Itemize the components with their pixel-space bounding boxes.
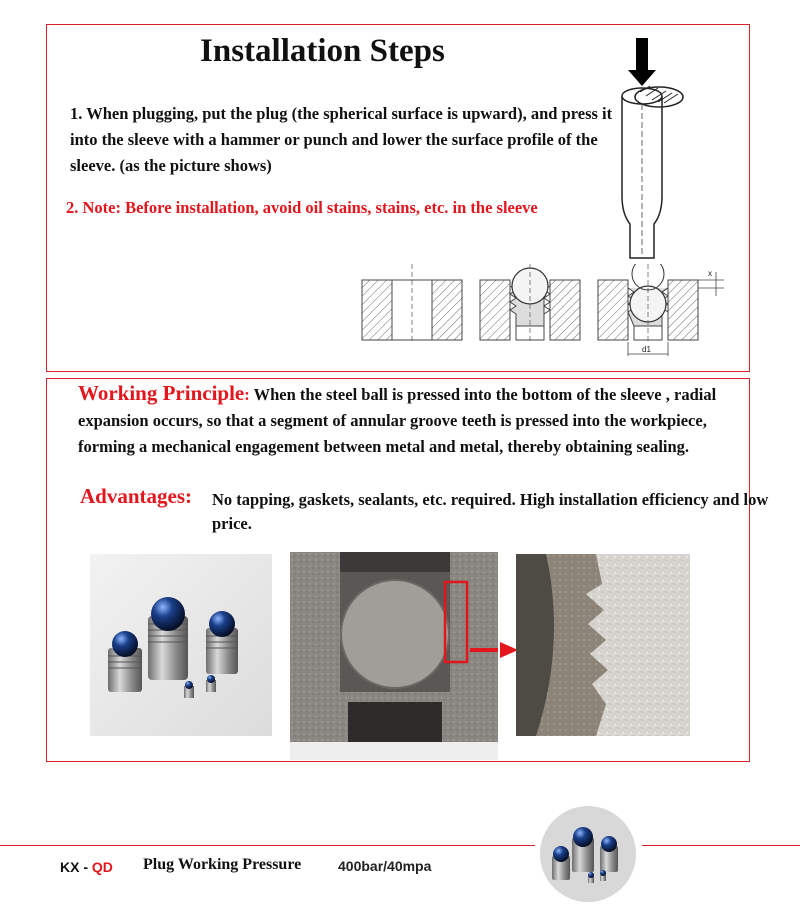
working-principle-body: When the steel ball is pressed into the bottom of the sleeve , radial expansion occurs, so that a segment of annular groove teeth is pressed into the workpiece, forming a mechanical engagement between metal and metal, thereby obtaining sealing.: [78, 385, 717, 456]
installation-title: Installation Steps: [200, 33, 445, 69]
working-principle-heading: Working Principle: [78, 381, 245, 405]
footer-pressure-value: 400bar/40mpa: [338, 858, 432, 874]
installation-note: 2. Note: Before installation, avoid oil stains, stains, etc. in the sleeve: [66, 198, 538, 217]
teeth-closeup-photo: [516, 554, 690, 736]
working-principle-text: [78, 380, 758, 460]
footer-rule-left: [0, 845, 535, 846]
punch-diagram: [596, 36, 744, 272]
cross-section-photo: [290, 552, 498, 760]
installation-step-1: 1. When plugging, put the plug (the spherical surface is upward), and press it into the sleeve with a hammer or punch and lower the surface profile of the sleeve. (as the picture shows): [70, 104, 613, 175]
footer-brand-kx: KX: [60, 859, 80, 875]
working-principle-colon: :: [244, 385, 250, 404]
footer-brand: [60, 859, 113, 875]
advantages-text: No tapping, gaskets, sealants, etc. required. High installation efficiency and low price.: [212, 490, 769, 533]
diagram-label-x: x: [708, 269, 712, 278]
advantages-heading: Advantages:: [80, 484, 193, 508]
footer-rule-right: [642, 845, 800, 846]
footer-model: QD: [91, 859, 113, 875]
sleeve-section-ball: [478, 264, 582, 346]
footer-brand-sep: -: [79, 859, 92, 875]
diagram-label-d1: d1: [642, 345, 651, 354]
footer-pressure-label: Plug Working Pressure: [143, 856, 302, 873]
footer-product-thumbnail: [538, 804, 638, 904]
sleeve-section-empty: [360, 264, 464, 346]
plugs-photo: [90, 554, 272, 736]
sleeve-section-pressed: [596, 264, 736, 360]
